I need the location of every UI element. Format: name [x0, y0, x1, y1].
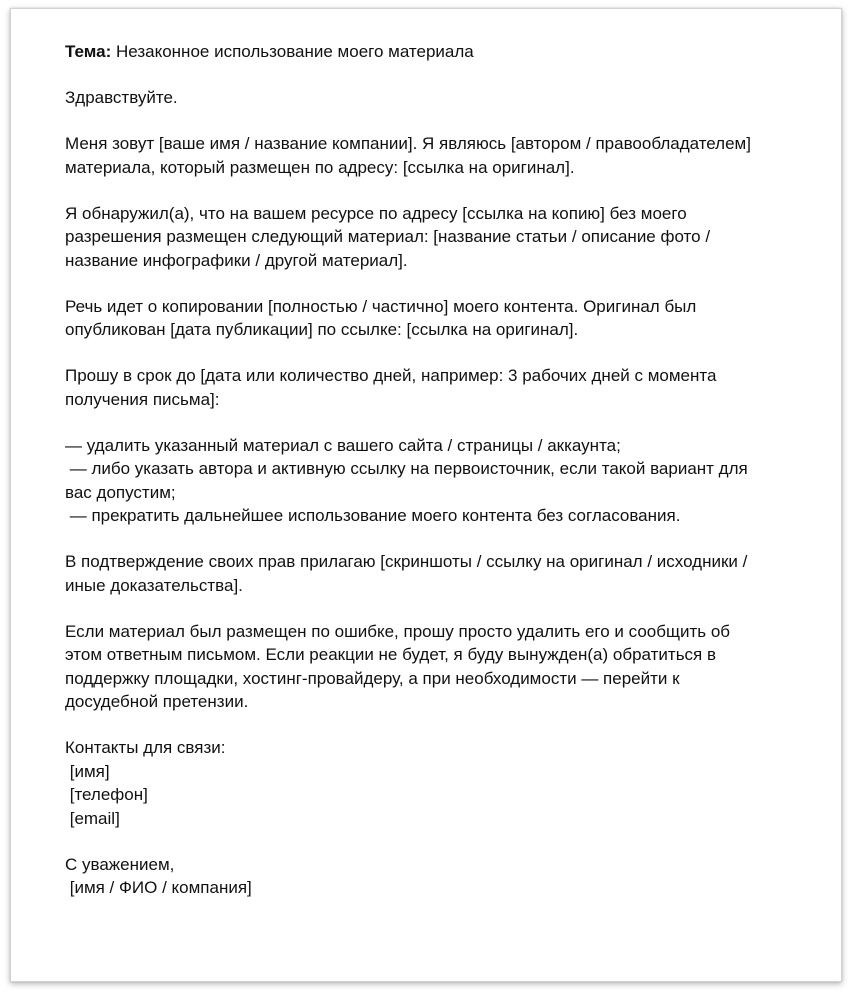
paragraph-line: разрешения размещен следующий материал: [название статьи / описание фото / [65, 227, 711, 246]
paragraph-line: поддержку площадки, хостинг-провайдеру, а при необходимости — перейти к [65, 668, 680, 688]
copying-paragraph [65, 295, 825, 342]
subject-text: Незаконное использование моего материала [111, 42, 474, 61]
paragraph-line: В подтверждение своих прав прилагаю [скриншоты / ссылку на оригинал / исходники / [65, 552, 748, 571]
paragraph-line: название инфографики / другой материал]. [65, 250, 408, 270]
paragraph-line: Если материал был размещен по ошибке, прошу просто удалить его и сообщить об [65, 621, 731, 641]
paragraph-line: этом ответным письмом. Если реакции не будет, я буду вынужден(а) обратиться в [65, 645, 717, 664]
letter-sheet [10, 8, 842, 982]
contact-phone: [телефон] [65, 785, 148, 804]
list-item: — либо указать автора и активную ссылку на первоисточник, если такой вариант для [65, 459, 748, 478]
closing-salutation: С уважением, [65, 854, 175, 874]
list-item: — удалить указанный материал с вашего сайта / страницы / аккаунта; [65, 435, 621, 455]
contacts-block [65, 736, 825, 830]
greeting-text: Здравствуйте. [65, 88, 178, 107]
paragraph-line: Меня зовут [ваше имя / название компании]. Я являюсь [автором / правообладателем] [65, 134, 751, 153]
closing-block [65, 853, 825, 900]
intro-paragraph [65, 132, 825, 179]
paragraph-line: Я обнаружил(а), что на вашем ресурсе по адресу [ссылка на копию] без моего [65, 203, 687, 223]
request-paragraph [65, 364, 825, 411]
contact-name: [имя] [65, 761, 110, 781]
discovery-paragraph [65, 202, 825, 273]
paragraph-line: Прошу в срок до [дата или количество дней, например: 3 рабочих дней с момента [65, 366, 717, 385]
contacts-heading: Контакты для связи: [65, 738, 226, 757]
list-item-continuation: вас допустим; [65, 482, 176, 502]
paragraph-line: получения письма]: [65, 389, 220, 409]
proof-paragraph [65, 550, 825, 597]
list-item: — прекратить дальнейшее использование моего контента без согласования. [65, 506, 681, 525]
paragraph-line: досудебной претензии. [65, 692, 249, 711]
paragraph-line: материала, который размещен по адресу: [ссылка на оригинал]. [65, 157, 575, 177]
subject-label: Тема: [65, 42, 112, 61]
subject-line [65, 40, 825, 64]
paragraph-line: иные доказательства]. [65, 575, 243, 595]
warning-paragraph [65, 620, 825, 714]
paragraph-line: Речь идет о копировании [полностью / частично] моего контента. Оригинал был [65, 296, 697, 316]
letter-body [65, 40, 825, 922]
paragraph-line: опубликован [дата публикации] по ссылке: [ссылка на оригинал]. [65, 320, 579, 339]
signature: [имя / ФИО / компания] [65, 878, 252, 897]
greeting [65, 86, 825, 110]
contact-email: [email] [65, 808, 120, 828]
actions-list [65, 434, 825, 528]
